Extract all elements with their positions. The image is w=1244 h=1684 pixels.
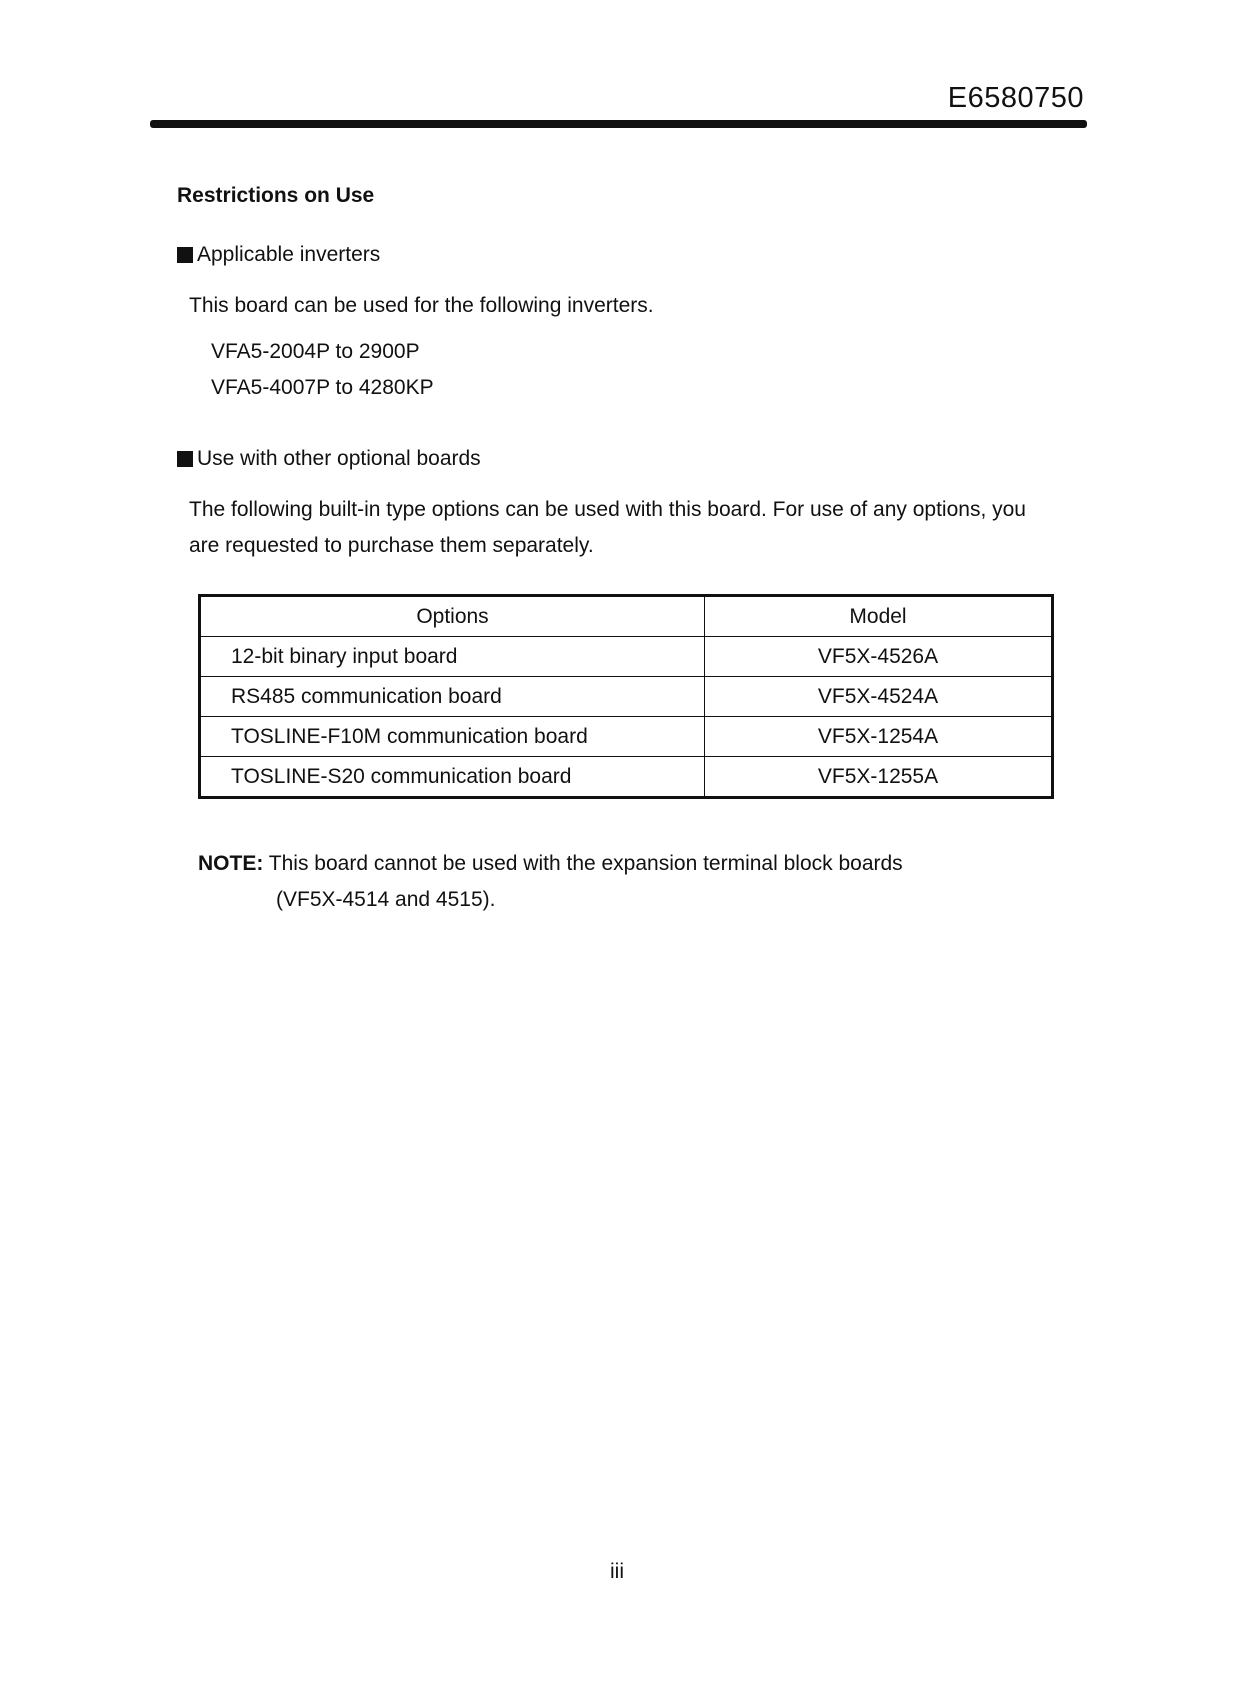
note-continuation: (VF5X-4514 and 4515). [276, 888, 496, 911]
table-row [200, 637, 1053, 677]
options-column-header: Options [200, 596, 705, 637]
option-cell: TOSLINE-S20 communication board [200, 757, 705, 798]
model-column-header: Model [705, 596, 1053, 637]
model-cell: VF5X-1255A [705, 757, 1053, 798]
table-row [200, 677, 1053, 717]
model-cell: VF5X-4524A [705, 677, 1053, 717]
applicable-intro: This board can be used for the following inverters. [189, 294, 654, 317]
note [198, 852, 903, 876]
inverter-model-range: VFA5-4007P to 4280KP [211, 376, 434, 399]
applicable-inverters-heading-text: Applicable inverters [197, 243, 381, 266]
page-number: iii [610, 1560, 624, 1583]
other-boards-intro-line-2: are requested to purchase them separately. [189, 534, 594, 557]
square-bullet-icon [177, 247, 193, 263]
model-cell: VF5X-1254A [705, 717, 1053, 757]
other-boards-intro-line-1: The following built-in type options can be used with this board. For use of any options, you [189, 498, 1026, 521]
section-title: Restrictions on Use [177, 184, 375, 207]
square-bullet-icon [177, 451, 193, 467]
table-header-row [200, 596, 1053, 637]
other-boards-intro [189, 492, 1026, 564]
option-cell: TOSLINE-F10M communication board [200, 717, 705, 757]
applicable-inverters-heading [177, 243, 380, 267]
other-boards-heading-text: Use with other optional boards [197, 447, 481, 470]
options-table [198, 594, 1054, 799]
note-text: This board cannot be used with the expansion terminal block boards [268, 852, 903, 875]
document-number: E6580750 [947, 82, 1084, 114]
other-boards-heading [177, 447, 481, 471]
model-cell: VF5X-4526A [705, 637, 1053, 677]
table-row [200, 717, 1053, 757]
header-rule [150, 120, 1087, 128]
option-cell: 12-bit binary input board [200, 637, 705, 677]
table-row [200, 757, 1053, 798]
note-label: NOTE: [198, 852, 264, 875]
inverter-model-range: VFA5-2004P to 2900P [211, 340, 420, 363]
option-cell: RS485 communication board [200, 677, 705, 717]
